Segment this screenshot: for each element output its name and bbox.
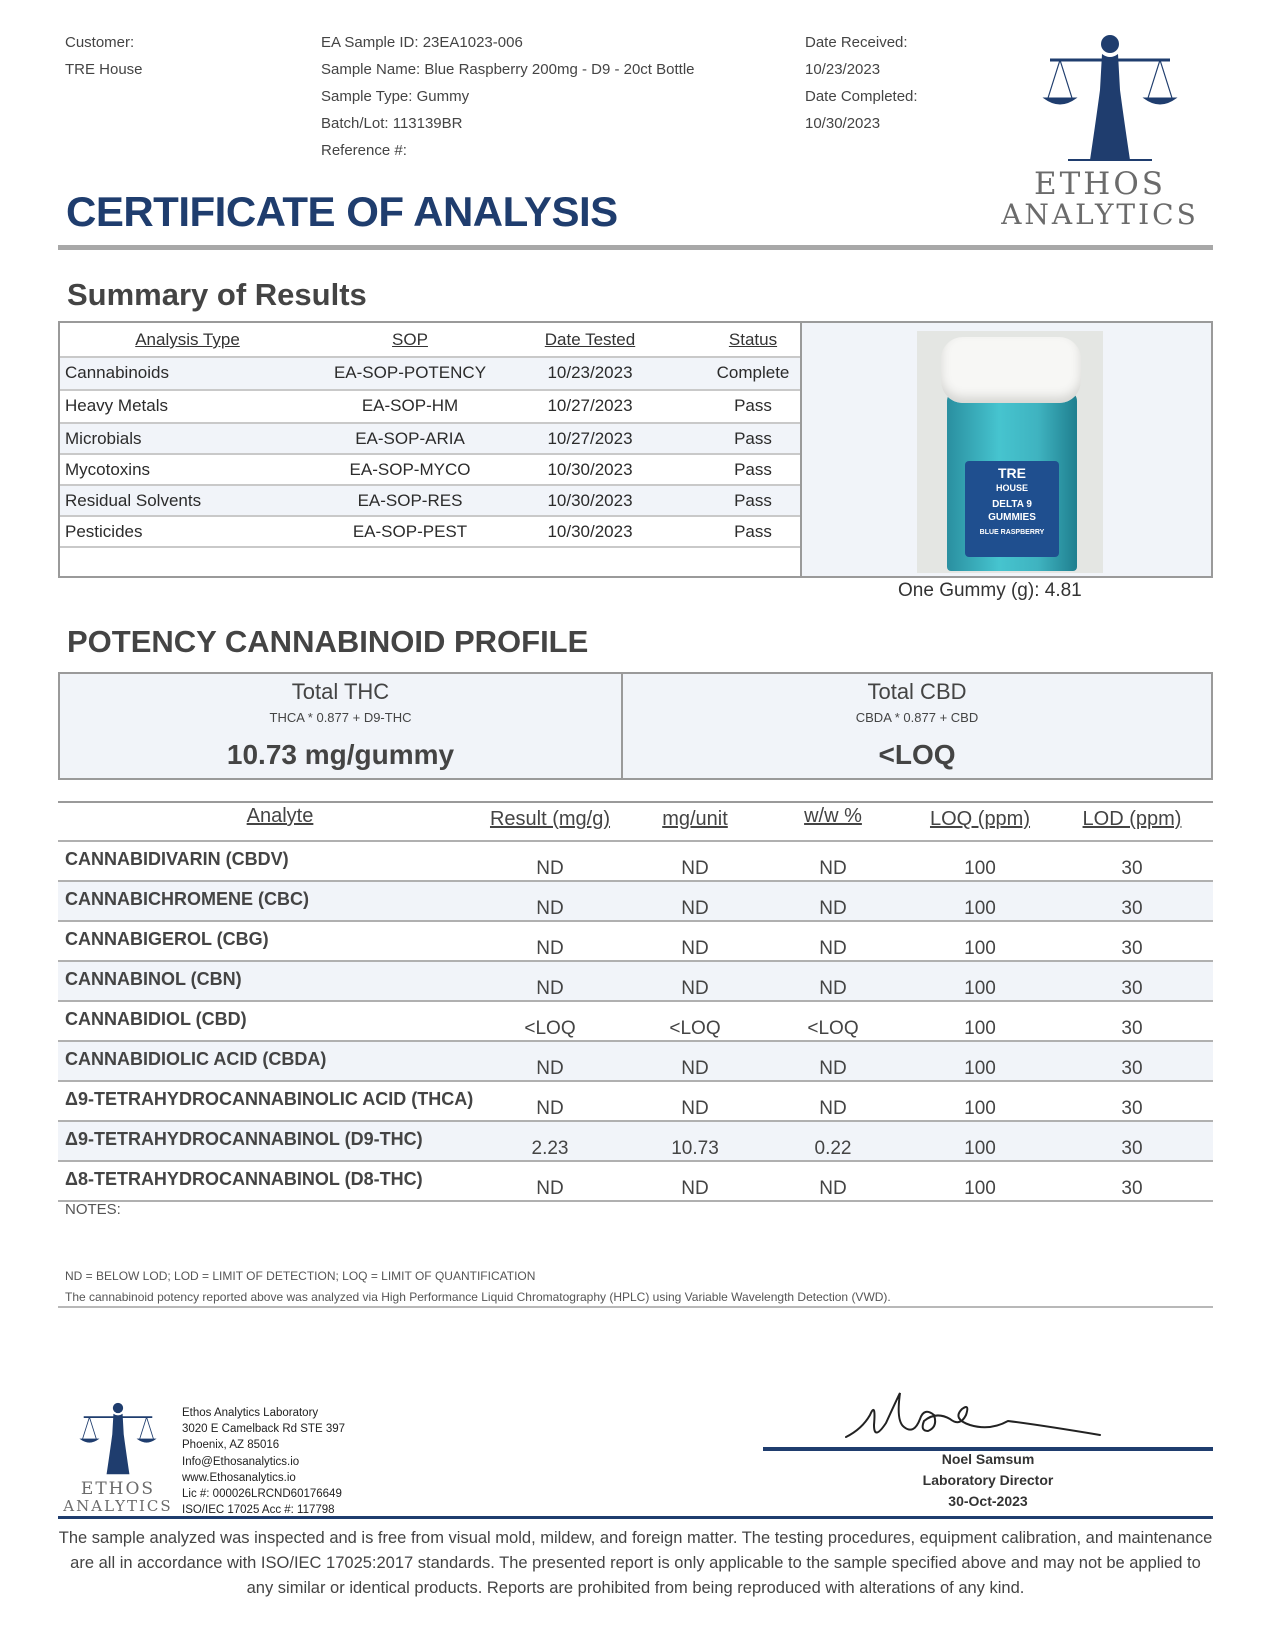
lab-street: 3020 E Camelback Rd STE 397 xyxy=(182,1423,346,1436)
col-status: Status xyxy=(728,330,778,349)
col-result: Result (mg/g) xyxy=(489,808,611,830)
loq-ppm: 100 xyxy=(964,1098,996,1119)
mg-unit: ND xyxy=(681,938,709,959)
status: Pass xyxy=(734,460,772,479)
notes-label: NOTES: xyxy=(65,1201,121,1218)
jar-product-2: GUMMIES xyxy=(988,512,1036,523)
sop: EA-SOP-ARIA xyxy=(355,429,465,448)
row-divider xyxy=(58,1200,1213,1202)
sop: EA-SOP-MYCO xyxy=(349,460,471,479)
footer-logo-icon xyxy=(78,1400,158,1480)
disclaimer: The sample analyzed was inspected and is free from visual mold, mildew, and foreign matter. The testing procedures, equipment calibration, and maintenance are all in accordance with ISO/IEC 17025:2017 standards. The presented report is only applicable to the sample specified above and may not be applied to any similar or identical products. Reports are prohibited from being reproduced with alterations of any kind. xyxy=(58,1529,1213,1597)
mg-unit: ND xyxy=(681,898,709,919)
result-mg-g: ND xyxy=(536,1098,564,1119)
summary-header-row xyxy=(60,325,800,356)
col-mg-unit: mg/unit xyxy=(662,808,728,830)
loq-ppm: 100 xyxy=(964,978,996,999)
sop: EA-SOP-POTENCY xyxy=(333,363,487,382)
col-ww: w/w % xyxy=(804,805,862,827)
summary-row xyxy=(60,358,800,389)
loq-ppm: 100 xyxy=(964,1058,996,1079)
ww-percent: ND xyxy=(819,858,847,879)
footnote-method: The cannabinoid potency reported above was analyzed via High Performance Liquid Chromatography (HPLC) using Variable Wavelength Detection (VWD). xyxy=(65,1290,891,1304)
potency-heading: POTENCY CANNABINOID PROFILE xyxy=(67,624,589,659)
jar-brand-2: HOUSE xyxy=(995,483,1028,493)
analysis-type: Microbials xyxy=(65,429,142,448)
col-lod: LOD (ppm) xyxy=(1082,808,1182,830)
col-sop: SOP xyxy=(392,330,428,349)
scales-of-justice-logo xyxy=(1040,30,1180,170)
sample-id: EA Sample ID: 23EA1023-006 xyxy=(321,34,523,51)
total-cbd-value: <LOQ xyxy=(878,739,956,770)
footer-logo-analytics: ANALYTICS xyxy=(63,1497,173,1515)
result-mg-g: <LOQ xyxy=(524,1018,576,1039)
total-thc-label: Total THC xyxy=(291,679,390,704)
col-analyte: Analyte xyxy=(246,805,314,827)
mg-unit: ND xyxy=(681,978,709,999)
mg-unit: ND xyxy=(681,1058,709,1079)
lod-ppm: 30 xyxy=(1121,1138,1143,1159)
logo-text-ethos: ETHOS xyxy=(1034,166,1166,202)
mg-unit: ND xyxy=(681,858,709,879)
summary-row xyxy=(60,517,800,548)
jar-flavor: BLUE RASPBERRY xyxy=(979,529,1045,536)
lab-name: Ethos Analytics Laboratory xyxy=(182,1407,319,1419)
col-date-tested: Date Tested xyxy=(544,330,636,349)
lab-email: Info@Ethosanalytics.io xyxy=(182,1455,300,1468)
jar-cap xyxy=(941,337,1081,403)
status: Complete xyxy=(716,363,790,382)
signer-name: Noel Samsum xyxy=(941,1451,1035,1467)
lod-ppm: 30 xyxy=(1121,1058,1143,1079)
product-photo xyxy=(917,331,1103,573)
status: Pass xyxy=(734,491,772,510)
status: Pass xyxy=(734,396,772,415)
sample-type: Sample Type: Gummy xyxy=(321,88,470,105)
signature xyxy=(840,1385,1110,1449)
result-mg-g: ND xyxy=(536,978,564,999)
analyte-name: CANNABIDIVARIN (CBDV) xyxy=(65,849,289,869)
loq-ppm: 100 xyxy=(964,1178,996,1199)
total-cbd-formula: CBDA * 0.877 + CBD xyxy=(855,710,979,725)
lod-ppm: 30 xyxy=(1121,1178,1143,1199)
total-thc-formula: THCA * 0.877 + D9-THC xyxy=(269,710,412,725)
date-tested: 10/30/2023 xyxy=(547,491,633,510)
analysis-type: Mycotoxins xyxy=(65,460,151,479)
result-mg-g: 2.23 xyxy=(531,1138,569,1159)
lab-address-block xyxy=(182,1405,345,1518)
lab-accreditation: ISO/IEC 17025 Acc #: 117798 xyxy=(182,1504,335,1517)
customer-label: Customer: xyxy=(65,34,135,51)
summary-row xyxy=(60,424,800,455)
mg-unit: <LOQ xyxy=(669,1018,721,1039)
analyte-name: CANNABIDIOLIC ACID (CBDA) xyxy=(65,1049,327,1069)
jar-brand: TRE xyxy=(998,465,1026,481)
date-tested: 10/30/2023 xyxy=(547,460,633,479)
result-mg-g: ND xyxy=(536,858,564,879)
analyte-name: CANNABIDIOL (CBD) xyxy=(65,1009,247,1029)
date-completed-label: Date Completed: xyxy=(805,88,918,105)
summary-row xyxy=(60,391,800,422)
lab-license: Lic #: 000026LRCND60176649 xyxy=(182,1488,342,1501)
ww-percent: ND xyxy=(819,898,847,919)
col-analysis-type: Analysis Type xyxy=(135,330,240,349)
analysis-type: Cannabinoids xyxy=(65,363,169,382)
loq-ppm: 100 xyxy=(964,898,996,919)
analysis-type: Residual Solvents xyxy=(65,491,202,510)
date-completed: 10/30/2023 xyxy=(805,115,881,132)
mg-unit: ND xyxy=(681,1178,709,1199)
row-divider xyxy=(60,546,800,548)
lod-ppm: 30 xyxy=(1121,1098,1143,1119)
total-thc-value: 10.73 mg/gummy xyxy=(226,739,455,770)
col-loq: LOQ (ppm) xyxy=(929,808,1031,830)
analyte-name: Δ9-TETRAHYDROCANNABINOLIC ACID (THCA) xyxy=(65,1089,474,1109)
summary-heading: Summary of Results xyxy=(67,277,367,312)
ww-percent: ND xyxy=(819,1178,847,1199)
date-tested: 10/30/2023 xyxy=(547,522,633,541)
loq-ppm: 100 xyxy=(964,858,996,879)
lod-ppm: 30 xyxy=(1121,938,1143,959)
ww-percent: <LOQ xyxy=(807,1018,859,1039)
total-cbd-label: Total CBD xyxy=(867,679,967,704)
footer-logo-ethos: ETHOS xyxy=(80,1479,156,1499)
sample-name: Sample Name: Blue Raspberry 200mg - D9 - 20ct Bottle xyxy=(321,61,695,78)
lod-ppm: 30 xyxy=(1121,1018,1143,1039)
page-title: CERTIFICATE OF ANALYSIS xyxy=(66,188,618,235)
analysis-type: Pesticides xyxy=(65,522,143,541)
result-mg-g: ND xyxy=(536,1058,564,1079)
summary-row xyxy=(60,455,800,486)
analysis-type: Heavy Metals xyxy=(65,396,168,415)
footnote-definitions: ND = BELOW LOD; LOD = LIMIT OF DETECTION; LOQ = LIMIT OF QUANTIFICATION xyxy=(65,1269,536,1283)
sop: EA-SOP-RES xyxy=(357,491,463,510)
date-tested: 10/27/2023 xyxy=(547,396,633,415)
lab-city: Phoenix, AZ 85016 xyxy=(182,1439,280,1452)
title-divider xyxy=(58,245,1213,250)
ww-percent: ND xyxy=(819,1098,847,1119)
analyte-name: Δ8-TETRAHYDROCANNABINOL (D8-THC) xyxy=(65,1169,423,1189)
jar-label xyxy=(965,461,1059,557)
date-tested: 10/23/2023 xyxy=(547,363,633,382)
lod-ppm: 30 xyxy=(1121,898,1143,919)
footer-rule xyxy=(58,1516,1213,1519)
mg-unit: ND xyxy=(681,1098,709,1119)
batch-lot: Batch/Lot: 113139BR xyxy=(321,115,463,132)
footnote-divider xyxy=(58,1306,1213,1308)
mg-unit: 10.73 xyxy=(671,1138,719,1159)
date-received: 10/23/2023 xyxy=(805,61,881,78)
sop: EA-SOP-PEST xyxy=(352,522,468,541)
summary-row xyxy=(60,486,800,517)
date-tested: 10/27/2023 xyxy=(547,429,633,448)
result-mg-g: ND xyxy=(536,938,564,959)
reference: Reference #: xyxy=(321,142,407,159)
ww-percent: ND xyxy=(819,978,847,999)
ww-percent: ND xyxy=(819,938,847,959)
loq-ppm: 100 xyxy=(964,938,996,959)
signer-title: Laboratory Director xyxy=(922,1472,1054,1488)
result-mg-g: ND xyxy=(536,1178,564,1199)
loq-ppm: 100 xyxy=(964,1018,996,1039)
status: Pass xyxy=(734,522,772,541)
logo-text-analytics: ANALYTICS xyxy=(1001,198,1199,231)
date-received-label: Date Received: xyxy=(805,34,908,51)
analyte-name: Δ9-TETRAHYDROCANNABINOL (D9-THC) xyxy=(65,1129,423,1149)
ww-percent: ND xyxy=(819,1058,847,1079)
analyte-name: CANNABIGEROL (CBG) xyxy=(65,929,269,949)
jar-product: DELTA 9 xyxy=(992,499,1032,510)
gummy-weight: One Gummy (g): 4.81 xyxy=(898,580,1082,601)
ww-percent: 0.22 xyxy=(814,1138,852,1159)
lab-website: www.Ethosanalytics.io xyxy=(182,1471,296,1484)
lod-ppm: 30 xyxy=(1121,858,1143,879)
customer-name: TRE House xyxy=(65,61,143,78)
sop: EA-SOP-HM xyxy=(361,396,459,415)
analyte-table-top xyxy=(58,801,1213,803)
lod-ppm: 30 xyxy=(1121,978,1143,999)
analyte-name: CANNABICHROMENE (CBC) xyxy=(65,889,309,909)
result-mg-g: ND xyxy=(536,898,564,919)
analyte-name: CANNABINOL (CBN) xyxy=(65,969,242,989)
sign-date: 30-Oct-2023 xyxy=(948,1493,1028,1509)
status: Pass xyxy=(734,429,772,448)
loq-ppm: 100 xyxy=(964,1138,996,1159)
